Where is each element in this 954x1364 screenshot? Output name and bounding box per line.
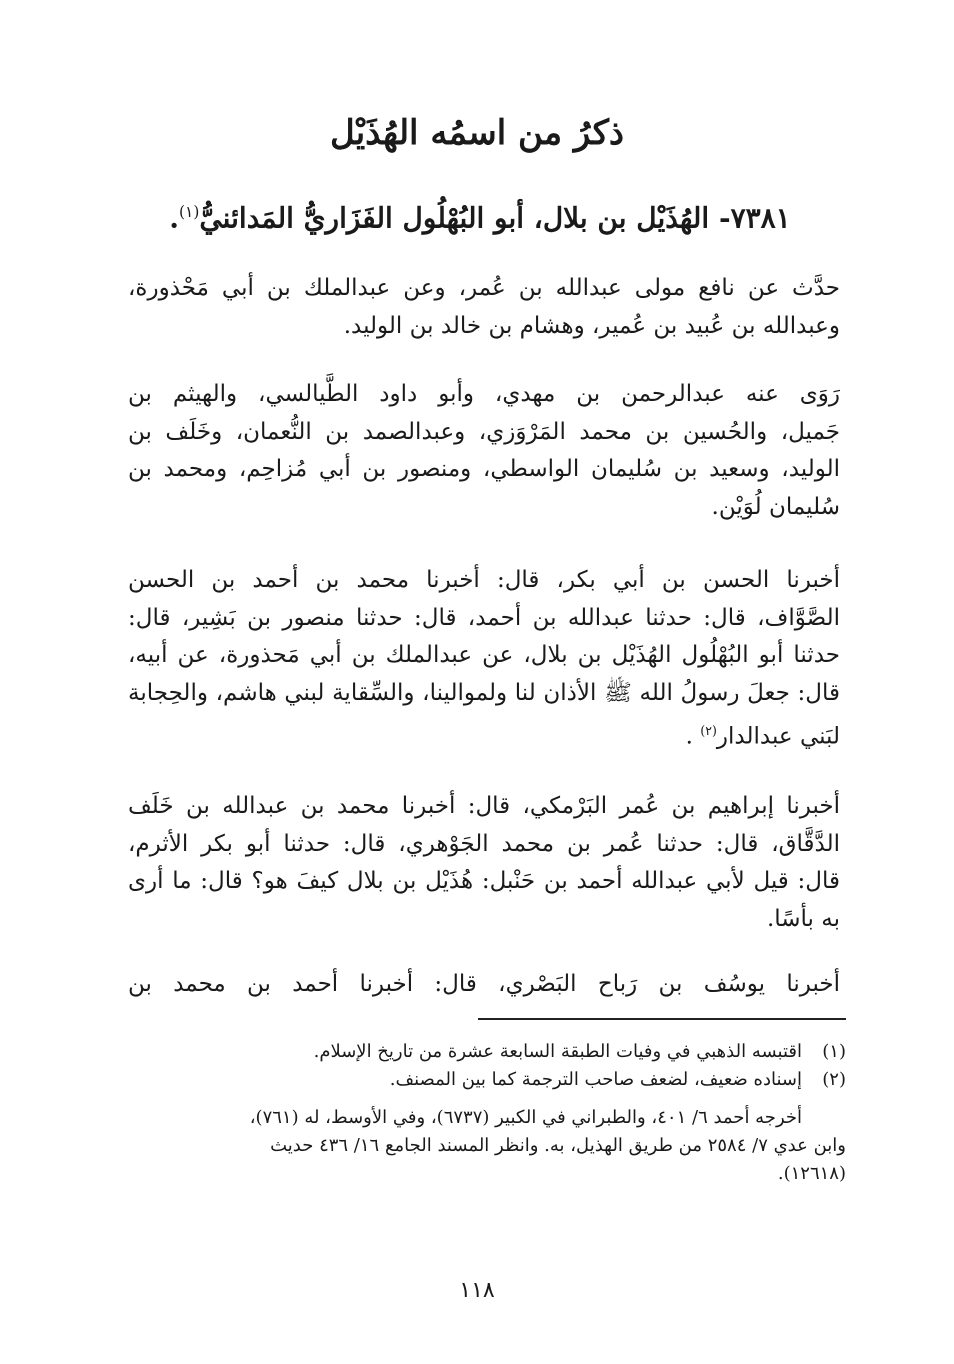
paragraph-line: الوليد، وسعيد بن سُليمان الواسطي، ومنصور بن أبي مُزاحِم، ومحمد بن — [128, 456, 840, 482]
paragraph-line: رَوَى عنه عبدالرحمن بن مهدي، وأبو داود الطَّيالسي، والهيثم بن — [128, 381, 840, 407]
paragraph-line: أخبرنا الحسن بن أبي بكر، قال: أخبرنا محمد بن أحمد بن الحسن — [128, 567, 840, 593]
footnote-text: إسناده ضعيف، لضعف صاحب الترجمة كما بين المصنف. — [389, 1069, 802, 1090]
paragraph-narrated-from — [128, 270, 840, 345]
paragraph-line: حدثنا أبو البُهْلُول الهُذَيْل بن بلال، عن عبدالملك بن أبي مَحذورة، عن أبيه، — [128, 642, 840, 668]
paragraph-line: قال: قيل لأبي عبدالله أحمد بن حَنْبل: هُذَيْل بن بلال كيفَ هو؟ قال: ما أرى — [128, 868, 840, 894]
paragraph-line: جَميل، والحُسين بن محمد المَرْوَزي، وعبدالصمد بن النُّعمان، وخَلَف بن — [128, 418, 840, 445]
footnote-2 — [128, 1066, 846, 1094]
footnote-continuation: (١٢٦١٨). — [777, 1163, 846, 1184]
entry-title-trailing: . — [169, 201, 180, 235]
paragraph-line: الدَّقَّاق، قال: حدثنا عُمر بن محمد الجَوْهري، قال: حدثنا أبو بكر الأثرم، — [128, 830, 840, 857]
paragraph-line: وعبدالله بن عُبيد بن عُمير، وهشام بن خالد بن الوليد. — [343, 312, 840, 339]
footnote-continuation: وابن عدي ٧/ ٢٥٨٤ من طريق الهذيل، به. وانظر المسند الجامع ١٦/ ٤٣٦ حديث — [270, 1135, 846, 1156]
paragraph-narrators — [128, 376, 840, 526]
footnotes — [128, 1038, 846, 1188]
chapter-title: ذكرُ من اسمُه الهُذَيْل — [329, 113, 625, 153]
footnote-ref-2: (٢) — [700, 723, 717, 738]
paragraph-ahmad-opinion — [128, 788, 840, 938]
paragraph-line: أخبرنا يوسُف بن رَباح البَصْري، قال: أخبرنا أحمد بن محمد بن — [128, 971, 840, 997]
paragraph-line: به بأسًا. — [766, 905, 840, 932]
paragraph-continued — [128, 966, 840, 1004]
entry-title-text: ٧٣٨١- الهُذَيْل بن بلال، أبو البُهْلُول الفَزَاريُّ المَدائنيُّ — [199, 201, 791, 235]
footnote-separator — [478, 1018, 846, 1020]
page-number: ١١٨ — [459, 1278, 495, 1303]
paragraph-line: الصَّوَّاف، قال: حدثنا عبدالله بن أحمد، قال: حدثنا منصور بن بَشِير، قال: — [128, 604, 840, 631]
paragraph-line: أخبرنا إبراهيم بن عُمر البَرْمكي، قال: أخبرنا محمد بن عبدالله بن خَلَف — [128, 793, 840, 819]
footnote-ref-1: (١) — [179, 203, 200, 221]
footnote-number: (٢) — [822, 1069, 846, 1090]
paragraph-hadith — [128, 562, 840, 756]
line-trailing: . — [685, 723, 693, 750]
footnote-continuation: أخرجه أحمد ٦/ ٤٠١، والطبراني في الكبير (٦٧٣٧)، وفي الأوسط، له (٧٦١)، — [249, 1107, 802, 1128]
entry-title — [150, 190, 810, 240]
footnote-text: اقتبسه الذهبي في وفيات الطبقة السابعة عشرة من تاريخ الإسلام. — [313, 1041, 802, 1062]
paragraph-line-last — [128, 712, 840, 756]
line-text: لبَني عبدالدار — [716, 723, 840, 750]
paragraph-line: حدَّث عن نافع مولى عبدالله بن عُمر، وعن عبدالملك بن أبي مَحْذورة، — [128, 275, 840, 301]
paragraph-line: قال: جعلَ رسولُ الله ﷺ الأذان لنا ولموالينا، والسِّقاية لبني هاشم، والحِجابة — [128, 679, 840, 706]
footnote-1 — [128, 1038, 846, 1066]
paragraph-line: سُليمان لُوَيْن. — [711, 493, 840, 520]
footnote-number: (١) — [822, 1041, 846, 1062]
